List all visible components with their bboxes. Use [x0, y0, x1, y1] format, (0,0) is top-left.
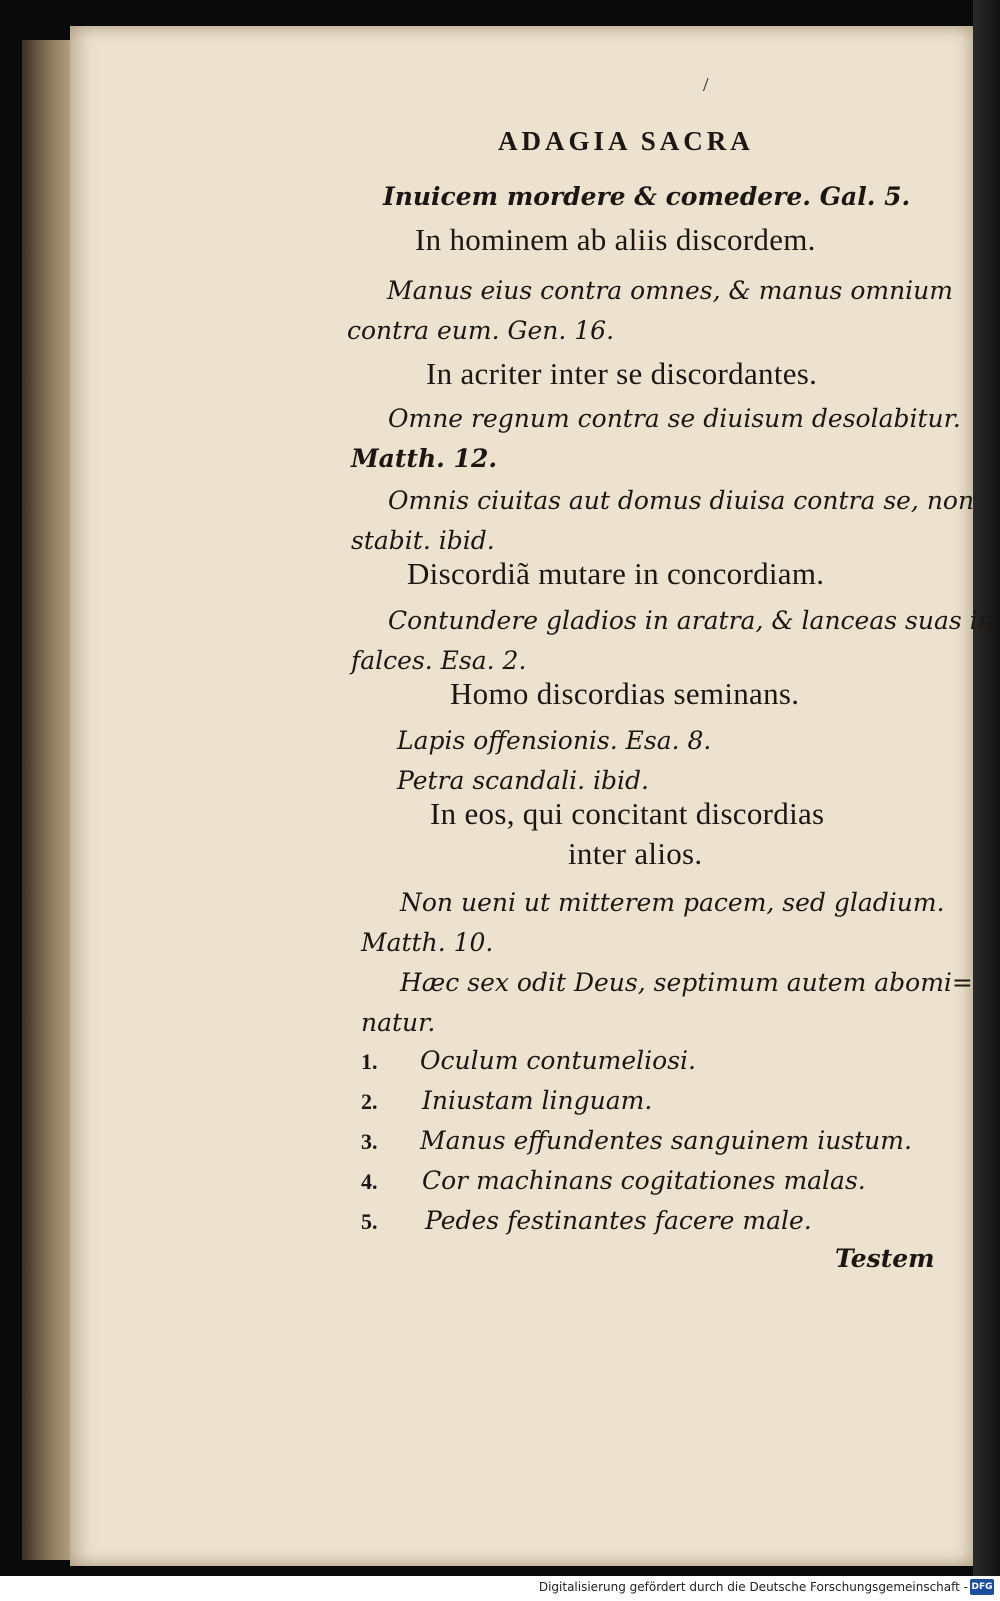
book-page-edge	[22, 40, 74, 1560]
text-line-1: Inuicem mordere & comedere. Gal. 5.	[383, 182, 911, 211]
running-head: ADAGIA SACRA	[498, 126, 754, 156]
folio-mark: /	[703, 74, 709, 96]
book-binding	[973, 0, 1000, 1601]
text-line-8: Omnis ciuitas aut domus diuisa contra se, non	[388, 486, 975, 515]
dfg-logo: DFG	[970, 1579, 994, 1595]
text-line-6: Omne regnum contra se diuisum desolabitur.	[388, 404, 961, 433]
text-line-7: Matth. 12.	[351, 444, 498, 473]
section-heading-5: In eos, qui concitant discordias	[430, 796, 825, 831]
text-line-11: Contundere gladios in aratra, & lanceas suas in	[388, 606, 994, 635]
list-number-2: 2.	[361, 1089, 378, 1114]
text-line-14: Lapis offensionis. Esa. 8.	[397, 726, 712, 755]
text-line-20: Hæc sex odit Deus, septimum autem abomi=	[400, 968, 973, 997]
text-line-4: contra eum. Gen. 16.	[347, 316, 615, 345]
text-line-21: natur.	[361, 1008, 436, 1037]
catchword: Testem	[835, 1244, 935, 1273]
book-page	[70, 26, 994, 1566]
list-number-1: 1.	[361, 1049, 378, 1074]
section-heading-5-cont: inter alios.	[568, 836, 703, 871]
section-heading-3: Discordiã mutare in concordiam.	[407, 556, 825, 591]
list-item-2: Iniustam linguam.	[422, 1086, 653, 1115]
section-heading-4: Homo discordias seminans.	[450, 676, 800, 711]
list-number-5: 5.	[361, 1209, 378, 1234]
text-line-18: Non ueni ut mitterem pacem, sed gladium.	[400, 888, 945, 917]
section-heading-1: In hominem ab aliis discordem.	[415, 222, 816, 257]
text-line-3: Manus eius contra omnes, & manus omnium	[387, 276, 953, 305]
list-item-1: Oculum contumeliosi.	[420, 1046, 696, 1075]
text-line-15: Petra scandali. ibid.	[397, 766, 649, 795]
text-line-12: falces. Esa. 2.	[351, 646, 527, 675]
list-item-4: Cor machinans cogitationes malas.	[422, 1166, 866, 1195]
footer-credit: Digitalisierung gefördert durch die Deutsche Forschungsgemeinschaft -	[538, 1580, 968, 1594]
list-item-3: Manus effundentes sanguinem iustum.	[420, 1126, 912, 1155]
digitization-footer	[0, 1576, 1000, 1601]
list-item-5: Pedes festinantes facere male.	[425, 1206, 812, 1235]
list-number-4: 4.	[361, 1169, 378, 1194]
text-line-19: Matth. 10.	[361, 928, 494, 957]
text-line-9: stabit. ibid.	[351, 526, 495, 555]
list-number-3: 3.	[361, 1129, 378, 1154]
section-heading-2: In acriter inter se discordantes.	[426, 356, 818, 391]
